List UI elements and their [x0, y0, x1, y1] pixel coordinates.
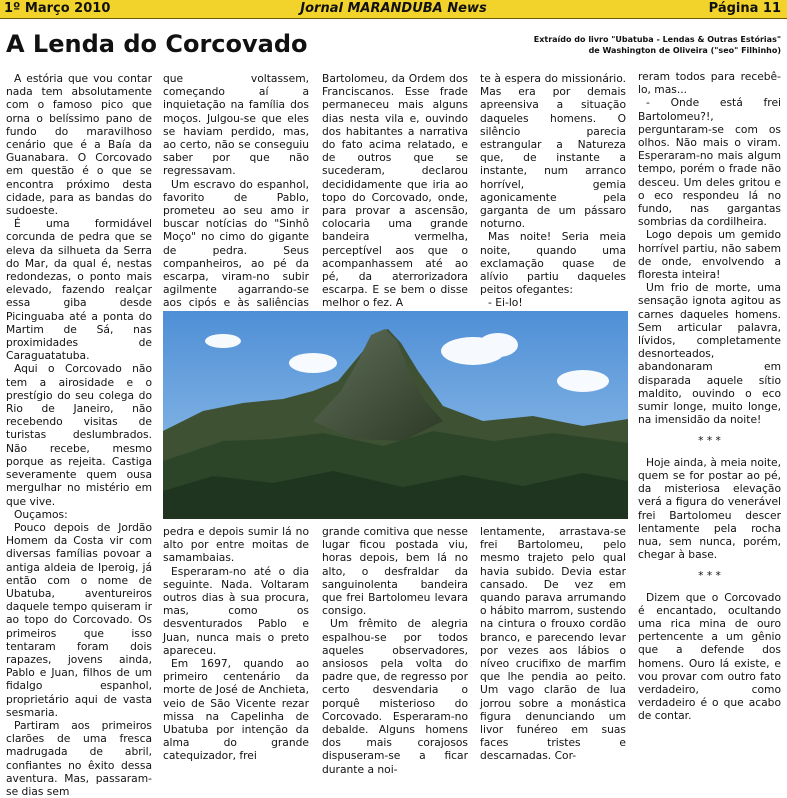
corcovado-photo [163, 311, 628, 519]
credit-line-author: de Washington de Oliveira ("seo" Filhinho) [588, 46, 781, 55]
paragraph: Partiram aos primeiros clarões de uma fresca madrugada de abril, confiantes no êxito dessa aventura. Mas, passaram-se dias sem [6, 718, 152, 798]
source-credit [534, 34, 781, 56]
paragraph: Em 1697, quando ao primeiro centenário da morte de José de Anchieta, veio de São Vicente rezar missa na Capelinha de Ubatuba por intenção da alma do grande catequizador, frei [163, 657, 309, 763]
paragraph: Aqui o Corcovado não tem a airosidade e o prestígio do seu colega do Rio de Janeiro, não recebendo visitas de turistas deslumbrados. Não recebe, mesmo porque as rejeita. Castiga severamente quem ousa mergulhar no mistério em que vive. [6, 362, 152, 508]
section-separator: * * * [698, 569, 721, 583]
paragraph: pedra e depois sumir lá no alto por entre moitas de samambaias. [163, 525, 309, 565]
paragraph: grande comitiva que nesse lugar ficou postada viu, horas depois, bem lá no alto, o desfraldar da sanguinolenta bandeira que frei Bartolomeu levara consigo. [322, 525, 468, 618]
column-4-top [480, 72, 626, 323]
issue-date: 1º Março 2010 [4, 1, 111, 16]
newspaper-name: Jornal MARANDUBA News [300, 1, 487, 16]
paragraph: Esperaram-no até o dia seguinte. Nada. Voltaram outros dias à sua procura, mas, como os desventurados Pablo e Juan, nunca mais o preto apareceu. [163, 564, 309, 657]
paragraph: Logo depois um gemido horrível partiu, não sabem de onde, envolvendo a floresta inteira! [638, 228, 781, 282]
article-title: A Lenda do Corcovado [6, 30, 308, 58]
paragraph: Ouçamos: [14, 507, 68, 521]
paragraph: Dizem que o Corcovado é encantado, ocultando uma rica mina de ouro pertencente a um gênio que a defende dos homens. Ouro lá existe, e vou provar com outro fato verdadeiro, como verdadeiro é o que acabo de contar. [638, 590, 781, 723]
paragraph: Pouco depois de Jordão Homem da Costa vir com diversas famílias povoar a antiga aldeia de Iperoig, já então com o nome de Ubatuba, aventureiros daquele tempo quiseram ir ao topo do Corcovado. Os primeiros que isso tentaram foram dois rapazes, jovens ainda, Pablo e Juan, filhos de um fidalgo espanhol, proprietário aqui de vasta sesmaria. [6, 520, 152, 719]
paragraph: Um frio de morte, uma sensação ignota agitou as carnes daqueles homens. Sem articular palavra, lívidos, completamente desnorteados, abandonaram em disparada aquele sítio maldito, ouvindo o eco sumir longe, muito longe, na imensidão da noite! [638, 281, 781, 427]
paragraph: Mas noite! Seria meia noite, quando uma exclamação quase de alívio partiu daqueles peitos ofegantes: [480, 230, 626, 297]
mountain-illustration [163, 311, 628, 519]
page-number: Página 11 [708, 1, 781, 16]
paragraph: - Ei-lo! [488, 296, 523, 310]
column-1 [6, 72, 152, 798]
section-separator: * * * [698, 434, 721, 448]
paragraph: Um escravo do espanhol, favorito de Pablo, prometeu ao seu amo ir buscar notícias do "Sinhô Moço" no cimo do gigante de pedra. Seus companheiros, ao pé da escarpa, viram-no subir agilmente agarrando-se aos cipós e às saliências [163, 177, 309, 310]
credit-line-book: Extraído do livro "Ubatuba - Lendas & Outras Estórias" [533, 35, 781, 44]
paragraph: te à espera do missionário. Mas era por demais apreensiva a situação daqueles homens. O silêncio parecia estrangular a Natureza que, de instante a instante, num arranco horrível, gemia agonicamente pela garganta de um pássaro noturno. [480, 72, 626, 231]
paragraph: - Onde está frei Bartolomeu?!, perguntaram-se com os olhos. Não mais o viram. Esperaram-no mais algum tempo, porém o fradе não desceu. Um deles gritou e o eco respondeu lá no fundo, nas gargantas sombrias da cordilheira. [638, 96, 781, 229]
column-3-bottom [322, 525, 468, 776]
paragraph: É uma formidável corcunda de pedra que se eleva da silhueta da Serra do Mar, da qual é, nestas redondezas, o ponto mais elevado, fazendo realçar essa giba desde Picinguaba até a ponta do Martim de Sá, nas proximidades de Caraguatatuba. [6, 217, 152, 363]
paragraph: Bartolomeu, da Ordem dos Franciscanos. Esse frade permaneceu mais alguns dias nesta vila e, ouvindo dos habitantes a narrativa do fato acima relatado, e de outros que se sucederam, declarou decididamente que iria ao topo do Corcovado, onde, para provar a ascensão, colocaria uma grande bandeira vermelha, perceptível aos que o acompanhassem até ao pé, da aterrorizadora escarpa. E se bem o disse melhor o fez. A [322, 72, 468, 310]
page-header [0, 0, 787, 19]
paragraph: que voltassem, começando aí a inquietação na família dos moços. Julgou-se que eles se haviam perdido, mas, ao certo, não se conseguiu saber por que não regressavam. [163, 72, 309, 178]
column-2-bottom [163, 525, 309, 763]
paragraph: A estória que vou contar nada tem absolutamente com o famoso pico que orna o belíssimo pano de fundo do maravilhoso cenário que é a Baía da Guanabara. O Corcovado em questão é o que se encontra próximo desta cidade, para as bandas do sudoeste. [6, 72, 152, 218]
column-3-top [322, 72, 468, 310]
column-5 [638, 70, 781, 723]
paragraph: lentamente, arrastava-se frei Bartolomeu, pelo mesmo trajeto pelo qual havia subido. Devia estar cansado. De vez em quando parava arrumando o hábito marrom, sustendo na cintura o frouxo cordão branco, e parecendo levar por vezes aos lábios o níveo crucifixo de marfim que lhe pendia ao peito. Um vago clarão de lua jorrou sobre a monástica figura denunciando um livor funéreo em suas faces tristes e descarnadas. Cor- [480, 525, 626, 763]
column-2-top [163, 72, 309, 323]
paragraph: reram todos para recebê-lo, mas... [638, 70, 781, 97]
paragraph: Hoje ainda, à meia noite, quem se for postar ao pé, da misteriosa elevação verá a figura do venerável frei Bartolomeu descer lentamente pela rocha nua, sem nunca, porém, chegar à base. [638, 455, 781, 562]
column-4-bottom [480, 525, 626, 763]
paragraph: Um frêmito de alegria espalhou-se por todos aqueles observadores, ansiosos pela volta do padre que, de regresso por certo desvendaria o porquê misterioso do Corcovado. Esperaram-no debalde. Alguns homens dos mais corajosos dispuseram-se a ficar durante a noi- [322, 617, 468, 776]
